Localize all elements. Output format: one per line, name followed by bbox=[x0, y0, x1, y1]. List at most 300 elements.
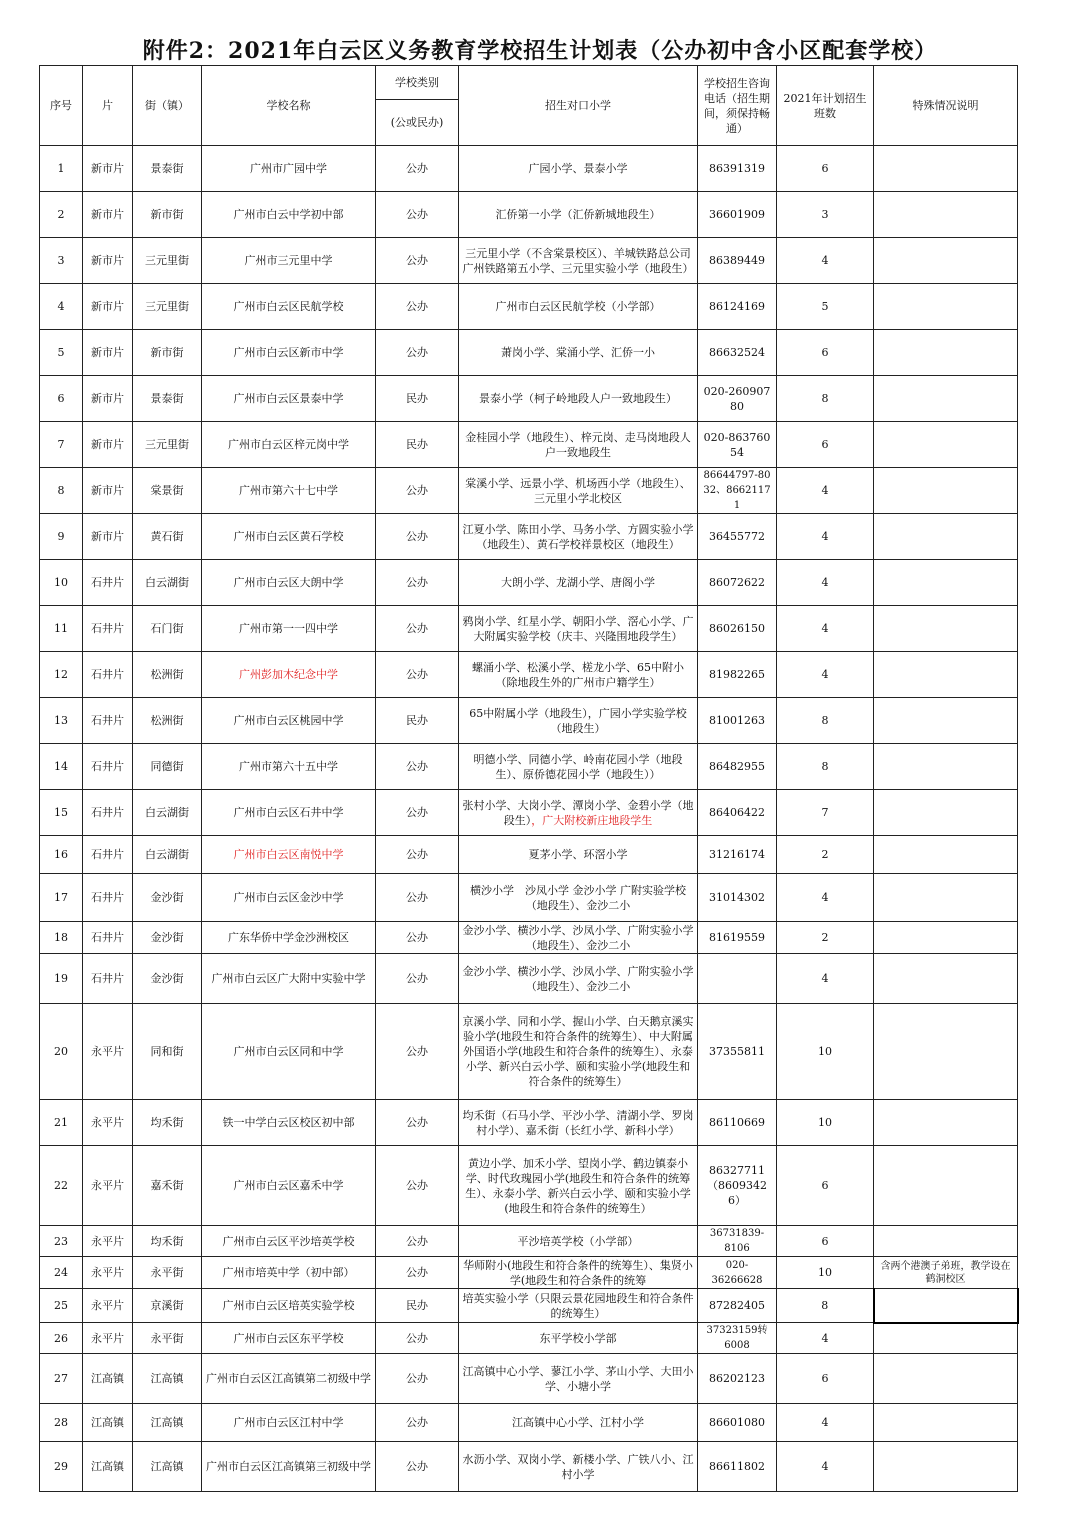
table-row bbox=[40, 698, 1018, 744]
table-row bbox=[40, 922, 1018, 954]
cell-classes: 8 bbox=[777, 1289, 874, 1323]
cell-primary: 棠溪小学、远景小学、机场西小学（地段生）、三元里小学北校区 bbox=[459, 468, 698, 514]
cell-street: 景泰街 bbox=[133, 146, 202, 192]
cell-primary: 江高镇中心小学、江村小学 bbox=[459, 1404, 698, 1442]
cell-note bbox=[874, 376, 1018, 422]
cell-type: 公办 bbox=[376, 238, 459, 284]
cell-street: 江高镇 bbox=[133, 1354, 202, 1404]
cell-phone: 86632524 bbox=[698, 330, 777, 376]
cell-classes: 4 bbox=[777, 514, 874, 560]
header-primary: 招生对口小学 bbox=[459, 66, 698, 146]
cell-note bbox=[874, 606, 1018, 652]
cell-school: 广东华侨中学金沙洲校区 bbox=[202, 922, 376, 954]
cell-primary: 螺涌小学、松溪小学、槎龙小学、65中附小（除地段生外的广州市户籍学生） bbox=[459, 652, 698, 698]
cell-note bbox=[874, 1404, 1018, 1442]
cell-note bbox=[874, 1289, 1018, 1323]
cell-street: 新市街 bbox=[133, 192, 202, 238]
table-row bbox=[40, 146, 1018, 192]
cell-primary bbox=[459, 790, 698, 836]
cell-type: 公办 bbox=[376, 744, 459, 790]
cell-primary: 景泰小学（柯子岭地段人户一致地段生） bbox=[459, 376, 698, 422]
cell-area: 江高镇 bbox=[83, 1442, 133, 1492]
cell-phone: 020-86376054 bbox=[698, 422, 777, 468]
cell-classes: 8 bbox=[777, 698, 874, 744]
cell-area: 石井片 bbox=[83, 560, 133, 606]
cell-school: 广州市白云区江高镇第二初级中学 bbox=[202, 1354, 376, 1404]
table-row bbox=[40, 1257, 1018, 1289]
cell-classes: 4 bbox=[777, 468, 874, 514]
cell-primary: 培英实验小学（只限云景花园地段生和符合条件的统筹生） bbox=[459, 1289, 698, 1323]
cell-street: 三元里街 bbox=[133, 422, 202, 468]
cell-area: 石井片 bbox=[83, 954, 133, 1004]
cell-phone: 87282405 bbox=[698, 1289, 777, 1323]
cell-street: 松洲街 bbox=[133, 698, 202, 744]
cell-area: 新市片 bbox=[83, 468, 133, 514]
cell-classes: 4 bbox=[777, 954, 874, 1004]
cell-phone: 86482955 bbox=[698, 744, 777, 790]
cell-school: 广州市白云区东平学校 bbox=[202, 1323, 376, 1354]
cell-school: 铁一中学白云区校区初中部 bbox=[202, 1100, 376, 1146]
cell-area: 永平片 bbox=[83, 1004, 133, 1100]
cell-school: 广州市白云区平沙培英学校 bbox=[202, 1226, 376, 1257]
header-notes: 特殊情况说明 bbox=[874, 66, 1018, 146]
table-row bbox=[40, 954, 1018, 1004]
cell-phone: 36601909 bbox=[698, 192, 777, 238]
cell-type: 公办 bbox=[376, 954, 459, 1004]
table-row bbox=[40, 468, 1018, 514]
cell-seq: 22 bbox=[40, 1146, 83, 1226]
cell-area: 石井片 bbox=[83, 652, 133, 698]
cell-primary: 华师附小(地段生和符合条件的统筹生）、集贤小学(地段生和符合条件的统筹 bbox=[459, 1257, 698, 1289]
cell-street: 同德街 bbox=[133, 744, 202, 790]
cell-seq: 17 bbox=[40, 874, 83, 922]
cell-classes: 4 bbox=[777, 1442, 874, 1492]
cell-classes: 6 bbox=[777, 1146, 874, 1226]
cell-phone: 86327711（86093426） bbox=[698, 1146, 777, 1226]
cell-street: 江高镇 bbox=[133, 1442, 202, 1492]
cell-type: 公办 bbox=[376, 330, 459, 376]
cell-primary: 广州市白云区民航学校（小学部） bbox=[459, 284, 698, 330]
cell-type: 公办 bbox=[376, 146, 459, 192]
cell-type: 公办 bbox=[376, 1100, 459, 1146]
cell-phone: 86124169 bbox=[698, 284, 777, 330]
cell-type: 公办 bbox=[376, 790, 459, 836]
cell-primary: 江夏小学、陈田小学、马务小学、方圆实验小学（地段生）、黄石学校祥景校区（地段生） bbox=[459, 514, 698, 560]
cell-phone: 020-26090780 bbox=[698, 376, 777, 422]
cell-classes: 3 bbox=[777, 192, 874, 238]
cell-street: 金沙街 bbox=[133, 954, 202, 1004]
cell-school: 广州市第六十七中学 bbox=[202, 468, 376, 514]
cell-street: 永平街 bbox=[133, 1257, 202, 1289]
cell-primary: 广园小学、景泰小学 bbox=[459, 146, 698, 192]
cell-seq: 5 bbox=[40, 330, 83, 376]
cell-street: 石门街 bbox=[133, 606, 202, 652]
cell-primary: 65中附属小学（地段生），广园小学实验学校（地段生） bbox=[459, 698, 698, 744]
cell-type: 公办 bbox=[376, 1146, 459, 1226]
cell-phone: 81982265 bbox=[698, 652, 777, 698]
table-row bbox=[40, 560, 1018, 606]
cell-seq: 3 bbox=[40, 238, 83, 284]
cell-note bbox=[874, 1004, 1018, 1100]
cell-area: 石井片 bbox=[83, 790, 133, 836]
cell-seq: 6 bbox=[40, 376, 83, 422]
cell-type: 民办 bbox=[376, 1289, 459, 1323]
table-row bbox=[40, 1146, 1018, 1226]
table-row bbox=[40, 422, 1018, 468]
cell-note bbox=[874, 954, 1018, 1004]
cell-street: 白云湖街 bbox=[133, 560, 202, 606]
cell-classes: 4 bbox=[777, 652, 874, 698]
cell-classes: 6 bbox=[777, 422, 874, 468]
cell-type: 公办 bbox=[376, 652, 459, 698]
cell-note bbox=[874, 1323, 1018, 1354]
cell-classes: 5 bbox=[777, 284, 874, 330]
cell-type: 民办 bbox=[376, 422, 459, 468]
table-row bbox=[40, 284, 1018, 330]
cell-school: 广州市白云区培英实验学校 bbox=[202, 1289, 376, 1323]
table-row bbox=[40, 836, 1018, 874]
cell-phone: 86026150 bbox=[698, 606, 777, 652]
cell-note bbox=[874, 922, 1018, 954]
cell-classes: 2 bbox=[777, 922, 874, 954]
cell-type: 公办 bbox=[376, 1323, 459, 1354]
cell-seq: 21 bbox=[40, 1100, 83, 1146]
cell-note bbox=[874, 468, 1018, 514]
cell-seq: 18 bbox=[40, 922, 83, 954]
cell-area: 永平片 bbox=[83, 1146, 133, 1226]
cell-note bbox=[874, 560, 1018, 606]
cell-type: 公办 bbox=[376, 1442, 459, 1492]
cell-classes: 4 bbox=[777, 1404, 874, 1442]
cell-classes: 8 bbox=[777, 376, 874, 422]
cell-type: 公办 bbox=[376, 560, 459, 606]
cell-school: 广州市白云区桃园中学 bbox=[202, 698, 376, 744]
cell-school: 广州市白云区金沙中学 bbox=[202, 874, 376, 922]
cell-area: 新市片 bbox=[83, 146, 133, 192]
cell-seq: 27 bbox=[40, 1354, 83, 1404]
table-row bbox=[40, 606, 1018, 652]
cell-school: 广州市白云区江高镇第三初级中学 bbox=[202, 1442, 376, 1492]
cell-primary: 平沙培英学校（小学部） bbox=[459, 1226, 698, 1257]
cell-phone: 81001263 bbox=[698, 698, 777, 744]
cell-area: 新市片 bbox=[83, 422, 133, 468]
cell-note bbox=[874, 874, 1018, 922]
cell-primary: 鸦岗小学、红星小学、朝阳小学、滘心小学、广大附属实验学校（庆丰、兴隆围地段学生） bbox=[459, 606, 698, 652]
cell-seq: 20 bbox=[40, 1004, 83, 1100]
cell-school: 广州市三元里中学 bbox=[202, 238, 376, 284]
table-row bbox=[40, 874, 1018, 922]
cell-phone: 37355811 bbox=[698, 1004, 777, 1100]
enrollment-table bbox=[39, 65, 1019, 1492]
cell-primary: 汇侨第一小学（汇侨新城地段生） bbox=[459, 192, 698, 238]
cell-seq: 24 bbox=[40, 1257, 83, 1289]
cell-type: 公办 bbox=[376, 1257, 459, 1289]
cell-seq: 29 bbox=[40, 1442, 83, 1492]
cell-primary: 京溪小学、同和小学、握山小学、白天鹅京溪实验小学(地段生和符合条件的统筹生）、中大附属外国语小学(地段生和符合条件的统筹生）、永泰小学、新兴白云小学、颐和实验小学(地段生和符合条件的统筹生） bbox=[459, 1004, 698, 1100]
cell-classes: 4 bbox=[777, 1323, 874, 1354]
cell-classes: 4 bbox=[777, 560, 874, 606]
cell-street: 江高镇 bbox=[133, 1404, 202, 1442]
table-row bbox=[40, 790, 1018, 836]
cell-seq: 10 bbox=[40, 560, 83, 606]
cell-school: 广州市白云区南悦中学 bbox=[202, 836, 376, 874]
cell-seq: 16 bbox=[40, 836, 83, 874]
cell-area: 新市片 bbox=[83, 330, 133, 376]
header-category-sub: (公或民办) bbox=[376, 100, 459, 146]
cell-phone: 81619559 bbox=[698, 922, 777, 954]
cell-classes: 6 bbox=[777, 1354, 874, 1404]
cell-street: 均禾街 bbox=[133, 1100, 202, 1146]
cell-area: 新市片 bbox=[83, 376, 133, 422]
cell-school: 广州市白云区民航学校 bbox=[202, 284, 376, 330]
cell-primary: 金沙小学、横沙小学、沙凤小学、广附实验小学（地段生）、金沙二小 bbox=[459, 954, 698, 1004]
table-row bbox=[40, 652, 1018, 698]
cell-note bbox=[874, 836, 1018, 874]
cell-classes: 10 bbox=[777, 1257, 874, 1289]
cell-classes: 7 bbox=[777, 790, 874, 836]
cell-school: 广州市白云区同和中学 bbox=[202, 1004, 376, 1100]
cell-school: 广州市白云区景泰中学 bbox=[202, 376, 376, 422]
cell-phone: 86601080 bbox=[698, 1404, 777, 1442]
cell-school: 广州市白云区广大附中实验中学 bbox=[202, 954, 376, 1004]
cell-school: 广州彭加木纪念中学 bbox=[202, 652, 376, 698]
cell-school: 广州市白云区江村中学 bbox=[202, 1404, 376, 1442]
cell-phone: 86644797-8032、86621171 bbox=[698, 468, 777, 514]
cell-primary: 江高镇中心小学、蓼江小学、茅山小学、大田小学、小塘小学 bbox=[459, 1354, 698, 1404]
cell-primary: 大朗小学、龙湖小学、唐阁小学 bbox=[459, 560, 698, 606]
cell-area: 新市片 bbox=[83, 284, 133, 330]
cell-phone: 37323159转6008 bbox=[698, 1323, 777, 1354]
cell-note bbox=[874, 238, 1018, 284]
cell-primary: 黄边小学、加禾小学、望岗小学、鹤边镇泰小学、时代玫瑰园小学(地段生和符合条件的统筹生）、永泰小学、新兴白云小学、颐和实验小学(地段生和符合条件的统筹生） bbox=[459, 1146, 698, 1226]
header-school: 学校名称 bbox=[202, 66, 376, 146]
cell-area: 石井片 bbox=[83, 606, 133, 652]
cell-seq: 26 bbox=[40, 1323, 83, 1354]
table-row bbox=[40, 744, 1018, 790]
cell-type: 公办 bbox=[376, 1404, 459, 1442]
cell-area: 永平片 bbox=[83, 1226, 133, 1257]
cell-street: 嘉禾街 bbox=[133, 1146, 202, 1226]
cell-note: 含两个港澳子弟班，教学设在鹤洞校区 bbox=[874, 1257, 1018, 1289]
page-title: 附件2：2021年白云区义务教育学校招生计划表（公办初中含小区配套学校） bbox=[142, 38, 938, 64]
cell-phone bbox=[698, 954, 777, 1004]
primary-red-text: ，广大附校新庄地段学生 bbox=[531, 813, 653, 827]
cell-note bbox=[874, 652, 1018, 698]
cell-classes: 6 bbox=[777, 146, 874, 192]
cell-seq: 4 bbox=[40, 284, 83, 330]
table-row bbox=[40, 1354, 1018, 1404]
cell-area: 永平片 bbox=[83, 1100, 133, 1146]
cell-type: 公办 bbox=[376, 1226, 459, 1257]
cell-type: 公办 bbox=[376, 836, 459, 874]
cell-classes: 6 bbox=[777, 1226, 874, 1257]
table-row bbox=[40, 1289, 1018, 1323]
cell-school: 广州市广园中学 bbox=[202, 146, 376, 192]
cell-street: 同和街 bbox=[133, 1004, 202, 1100]
cell-area: 新市片 bbox=[83, 192, 133, 238]
header-area: 片 bbox=[83, 66, 133, 146]
cell-type: 公办 bbox=[376, 874, 459, 922]
cell-seq: 11 bbox=[40, 606, 83, 652]
cell-type: 公办 bbox=[376, 514, 459, 560]
cell-school: 广州市第六十五中学 bbox=[202, 744, 376, 790]
cell-area: 石井片 bbox=[83, 922, 133, 954]
header-street: 街（镇） bbox=[133, 66, 202, 146]
cell-area: 石井片 bbox=[83, 744, 133, 790]
cell-street: 三元里街 bbox=[133, 284, 202, 330]
cell-area: 永平片 bbox=[83, 1257, 133, 1289]
cell-type: 民办 bbox=[376, 376, 459, 422]
cell-phone: 36731839-8106 bbox=[698, 1226, 777, 1257]
cell-area: 江高镇 bbox=[83, 1354, 133, 1404]
cell-seq: 23 bbox=[40, 1226, 83, 1257]
table-row bbox=[40, 1404, 1018, 1442]
cell-seq: 14 bbox=[40, 744, 83, 790]
cell-classes: 4 bbox=[777, 874, 874, 922]
cell-type: 公办 bbox=[376, 606, 459, 652]
cell-street: 京溪街 bbox=[133, 1289, 202, 1323]
cell-note bbox=[874, 192, 1018, 238]
cell-primary: 金沙小学、横沙小学、沙凤小学、广附实验小学（地段生）、金沙二小 bbox=[459, 922, 698, 954]
table-row bbox=[40, 1442, 1018, 1492]
cell-type: 公办 bbox=[376, 192, 459, 238]
table-row bbox=[40, 1004, 1018, 1100]
cell-type: 公办 bbox=[376, 284, 459, 330]
cell-note bbox=[874, 422, 1018, 468]
cell-phone: 86611802 bbox=[698, 1442, 777, 1492]
table-row bbox=[40, 238, 1018, 284]
primary-text: 张村小学、大岗小学、潭岗小学、金碧小学（地段生） bbox=[462, 798, 694, 827]
cell-type: 公办 bbox=[376, 468, 459, 514]
cell-seq: 25 bbox=[40, 1289, 83, 1323]
cell-classes: 2 bbox=[777, 836, 874, 874]
cell-school: 广州市第一一四中学 bbox=[202, 606, 376, 652]
cell-primary: 东平学校小学部 bbox=[459, 1323, 698, 1354]
header-phone: 学校招生咨询电话（招生期间，须保持畅通） bbox=[698, 66, 777, 146]
cell-area: 石井片 bbox=[83, 698, 133, 744]
cell-note bbox=[874, 514, 1018, 560]
cell-street: 松洲街 bbox=[133, 652, 202, 698]
table-row bbox=[40, 1226, 1018, 1257]
cell-note bbox=[874, 330, 1018, 376]
cell-phone: 86110669 bbox=[698, 1100, 777, 1146]
cell-note bbox=[874, 1442, 1018, 1492]
cell-classes: 10 bbox=[777, 1004, 874, 1100]
cell-primary: 均禾街（石马小学、平沙小学、清湖小学、罗岗村小学）、嘉禾街（长红小学、新科小学） bbox=[459, 1100, 698, 1146]
cell-seq: 9 bbox=[40, 514, 83, 560]
cell-note bbox=[874, 1146, 1018, 1226]
cell-seq: 7 bbox=[40, 422, 83, 468]
table-row bbox=[40, 1100, 1018, 1146]
cell-seq: 13 bbox=[40, 698, 83, 744]
cell-area: 新市片 bbox=[83, 514, 133, 560]
cell-primary: 金桂园小学（地段生）、梓元岗、走马岗地段人户一致地段生 bbox=[459, 422, 698, 468]
cell-street: 白云湖街 bbox=[133, 836, 202, 874]
cell-note bbox=[874, 744, 1018, 790]
cell-area: 石井片 bbox=[83, 874, 133, 922]
cell-seq: 8 bbox=[40, 468, 83, 514]
cell-note bbox=[874, 1226, 1018, 1257]
cell-phone: 86391319 bbox=[698, 146, 777, 192]
cell-area: 江高镇 bbox=[83, 1404, 133, 1442]
cell-street: 均禾街 bbox=[133, 1226, 202, 1257]
cell-area: 永平片 bbox=[83, 1323, 133, 1354]
cell-seq: 12 bbox=[40, 652, 83, 698]
cell-primary: 明德小学、同德小学、岭南花园小学（地段生）、原侨德花园小学（地段生）） bbox=[459, 744, 698, 790]
cell-classes: 8 bbox=[777, 744, 874, 790]
cell-type: 民办 bbox=[376, 698, 459, 744]
cell-seq: 28 bbox=[40, 1404, 83, 1442]
cell-phone: 86406422 bbox=[698, 790, 777, 836]
cell-note bbox=[874, 284, 1018, 330]
cell-seq: 2 bbox=[40, 192, 83, 238]
cell-type: 公办 bbox=[376, 922, 459, 954]
cell-phone: 31216174 bbox=[698, 836, 777, 874]
table-row bbox=[40, 514, 1018, 560]
cell-street: 白云湖街 bbox=[133, 790, 202, 836]
header-seq: 序号 bbox=[40, 66, 83, 146]
cell-school: 广州市白云区黄石学校 bbox=[202, 514, 376, 560]
cell-primary: 萧岗小学、棠涌小学、汇侨一小 bbox=[459, 330, 698, 376]
cell-street: 黄石街 bbox=[133, 514, 202, 560]
cell-school: 广州市白云区新市中学 bbox=[202, 330, 376, 376]
cell-note bbox=[874, 790, 1018, 836]
cell-classes: 10 bbox=[777, 1100, 874, 1146]
cell-type: 公办 bbox=[376, 1354, 459, 1404]
header-category: 学校类别 bbox=[376, 66, 459, 100]
cell-street: 永平街 bbox=[133, 1323, 202, 1354]
cell-area: 新市片 bbox=[83, 238, 133, 284]
cell-note bbox=[874, 698, 1018, 744]
table-row bbox=[40, 376, 1018, 422]
cell-street: 新市街 bbox=[133, 330, 202, 376]
cell-school: 广州市培英中学（初中部） bbox=[202, 1257, 376, 1289]
cell-note bbox=[874, 1354, 1018, 1404]
cell-primary: 横沙小学 沙凤小学 金沙小学 广附实验学校（地段生）、金沙二小 bbox=[459, 874, 698, 922]
cell-primary: 夏茅小学、环滘小学 bbox=[459, 836, 698, 874]
cell-school: 广州市白云区嘉禾中学 bbox=[202, 1146, 376, 1226]
header-classes: 2021年计划招生班数 bbox=[777, 66, 874, 146]
cell-phone: 36455772 bbox=[698, 514, 777, 560]
cell-type: 公办 bbox=[376, 1004, 459, 1100]
cell-phone: 86389449 bbox=[698, 238, 777, 284]
table-row bbox=[40, 330, 1018, 376]
cell-phone: 31014302 bbox=[698, 874, 777, 922]
cell-seq: 19 bbox=[40, 954, 83, 1004]
cell-school: 广州市白云区石井中学 bbox=[202, 790, 376, 836]
table-row bbox=[40, 192, 1018, 238]
cell-note bbox=[874, 146, 1018, 192]
cell-street: 景泰街 bbox=[133, 376, 202, 422]
cell-classes: 4 bbox=[777, 238, 874, 284]
cell-phone: 020-36266628 bbox=[698, 1257, 777, 1289]
cell-seq: 15 bbox=[40, 790, 83, 836]
cell-primary: 三元里小学（不含棠景校区）、羊城铁路总公司广州铁路第五小学、三元里实验小学（地段生） bbox=[459, 238, 698, 284]
cell-phone: 86072622 bbox=[698, 560, 777, 606]
cell-primary: 水沥小学、双岗小学、新楼小学、广铁八小、江村小学 bbox=[459, 1442, 698, 1492]
cell-classes: 6 bbox=[777, 330, 874, 376]
cell-classes: 4 bbox=[777, 606, 874, 652]
cell-street: 金沙街 bbox=[133, 874, 202, 922]
cell-seq: 1 bbox=[40, 146, 83, 192]
cell-area: 永平片 bbox=[83, 1289, 133, 1323]
cell-school: 广州市白云区梓元岗中学 bbox=[202, 422, 376, 468]
cell-phone: 86202123 bbox=[698, 1354, 777, 1404]
cell-note bbox=[874, 1100, 1018, 1146]
cell-school: 广州市白云中学初中部 bbox=[202, 192, 376, 238]
cell-street: 棠景街 bbox=[133, 468, 202, 514]
cell-street: 金沙街 bbox=[133, 922, 202, 954]
